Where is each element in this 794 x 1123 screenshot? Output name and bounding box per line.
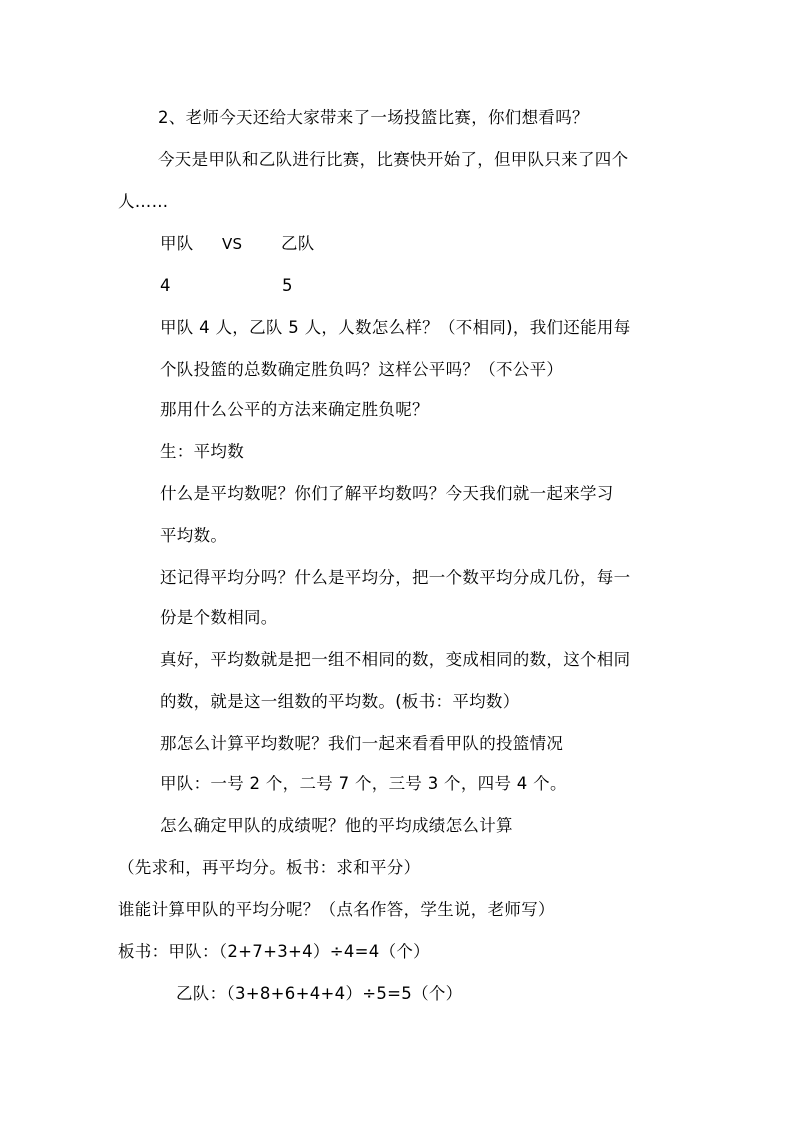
paragraph-line: 那用什么公平的方法来确定胜负呢？ [160,400,429,419]
team-a-count: 4 [160,276,171,295]
paragraph-line: 个队投篮的总数确定胜负吗？这样公平吗？（不公平） [160,360,564,379]
paragraph-line: 什么是平均数呢？你们了解平均数吗？今天我们就一起来学习 [160,484,614,503]
team-a-label: 甲队 [160,234,194,253]
paragraph-line: （先求和，再平均分。板书：求和平分） [118,858,421,877]
board-writing-line: 板书：甲队：（2+7+3+4）÷4=4（个） [118,942,430,961]
paragraph-line: 生：平均数 [160,442,244,461]
team-b-label: 乙队 [281,234,315,253]
paragraph-line: 谁能计算甲队的平均分呢？（点名作答，学生说，老师写） [118,900,555,919]
paragraph-line: 2、老师今天还给大家带来了一场投篮比赛，你们想看吗？ [158,108,589,127]
paragraph-line: 甲队 4 人，乙队 5 人，人数怎么样？（不相同)，我们还能用每 [160,318,631,337]
paragraph-line: 那怎么计算平均数呢？我们一起来看看甲队的投篮情况 [160,734,564,753]
paragraph-line: 甲队：一号 2 个，二号 7 个，三号 3 个，四号 4 个。 [160,774,567,793]
board-writing-line: 乙队：（3+8+6+4+4）÷5=5（个） [176,984,463,1003]
vs-label: VS [222,235,243,253]
paragraph-line: 份是个数相同。 [160,608,278,627]
paragraph-line: 怎么确定甲队的成绩呢？他的平均成绩怎么计算 [160,816,513,835]
paragraph-line: 今天是甲队和乙队进行比赛，比赛快开始了，但甲队只来了四个 [158,150,629,169]
paragraph-line: 的数，就是这一组数的平均数。(板书：平均数） [160,692,520,711]
paragraph-line: 平均数。 [160,526,228,545]
paragraph-line: 真好，平均数就是把一组不相同的数，变成相同的数，这个相同 [160,650,631,669]
paragraph-line: 还记得平均分吗？什么是平均分，把一个数平均分成几份，每一 [160,568,631,587]
paragraph-line: 人…… [118,192,169,211]
team-b-count: 5 [282,276,293,295]
